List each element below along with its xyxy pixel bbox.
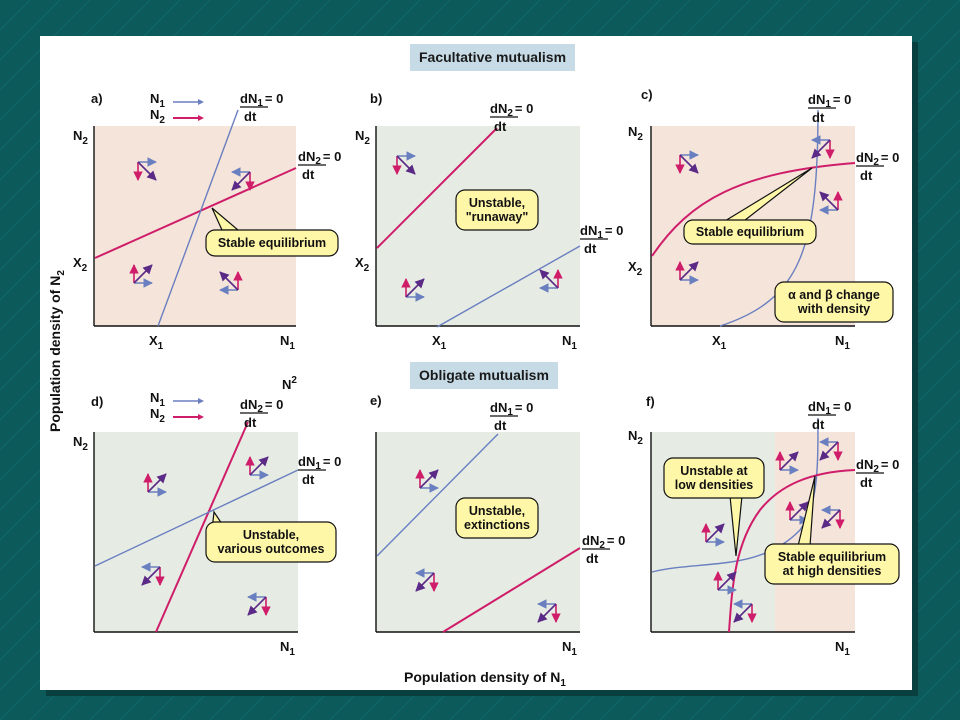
svg-text:Unstable,: Unstable, xyxy=(468,196,526,210)
obligate-mutualism-banner: Obligate mutualism xyxy=(410,362,558,389)
legend-d-n2-arrow-icon xyxy=(198,414,204,420)
panel-e-dn1-label xyxy=(490,400,533,433)
svg-text:dN1= 0: $dN_1 = 0$ xyxy=(298,454,342,472)
svg-text:α and β change: α and β change xyxy=(788,288,880,302)
svg-text:dN2= 0: $dN_2 = 0$ xyxy=(298,149,342,167)
panel-e-callout-extinctions xyxy=(456,498,538,538)
svg-text:with density: with density xyxy=(797,302,871,316)
legend-n1-label: $N_1$ xyxy=(150,91,165,110)
y-axis-title: Population density of $N_2$ xyxy=(47,270,67,432)
panel-c-x2-label: $X_2$ xyxy=(628,259,643,278)
svg-text:dN1= 0: $dN_1 = 0$ xyxy=(490,400,534,418)
svg-text:dN1= 0: $dN_1 = 0$ xyxy=(808,399,852,417)
x-axis-title: Population density of $N_1$ xyxy=(404,669,566,689)
svg-text:dN2= 0: $dN_2 = 0$ xyxy=(856,457,900,475)
svg-text:dN2= 0: $dN_2 = 0$ xyxy=(856,150,900,168)
panel-c-dn2-label xyxy=(856,150,899,183)
svg-text:dt: dt xyxy=(860,168,873,183)
svg-text:Unstable,: Unstable, xyxy=(242,528,300,542)
panel-e-letter: e) xyxy=(370,393,382,408)
panel-a-x-axis-n1: $N_1$ xyxy=(280,333,295,352)
panel-a-dn2-label xyxy=(298,149,341,182)
svg-text:dt: dt xyxy=(244,415,257,430)
panel-c-y-axis-n2: $N_2$ xyxy=(628,124,643,143)
legend-d-n1-arrow-icon xyxy=(198,398,204,404)
legend-n2-arrow-icon xyxy=(198,115,204,121)
svg-text:Stable equilibrium: Stable equilibrium xyxy=(217,236,327,250)
svg-text:Unstable at: Unstable at xyxy=(680,464,748,478)
svg-text:dt: dt xyxy=(860,475,873,490)
svg-text:Stable equilibrium: Stable equilibrium xyxy=(695,225,805,239)
svg-text:dt: dt xyxy=(302,167,315,182)
svg-text:dN2= 0: $dN_2 = 0$ xyxy=(582,533,626,551)
panel-f-y-axis-n2: $N_2$ xyxy=(628,428,643,447)
panel-b-x-axis-n1: $N_1$ xyxy=(562,333,577,352)
panel-c-x-axis-n1: $N_1$ xyxy=(835,333,850,352)
panel-c-note-alpha-beta xyxy=(775,282,893,322)
panel-b-callout-runaway xyxy=(456,190,538,230)
panel-d-dn2-label xyxy=(240,397,283,430)
svg-text:dt: dt xyxy=(494,418,507,433)
legend-n2-label: $N_2$ xyxy=(150,107,165,126)
panel-b-dn1-label xyxy=(580,223,623,256)
svg-text:dN1= 0: $dN_1 = 0$ xyxy=(240,91,284,109)
svg-text:Stable equilibrium: Stable equilibrium xyxy=(777,550,887,564)
panel-a-y-axis-n2: $N_2$ xyxy=(73,128,88,147)
panel-d-dn1-label xyxy=(298,454,341,487)
legend-d-stray-n2-label: $N^2$ xyxy=(282,375,297,392)
panel-f-dn1-label xyxy=(808,399,851,432)
svg-text:dt: dt xyxy=(812,110,825,125)
panel-a-x2-label: $X_2$ xyxy=(73,255,88,274)
legend-d-n1-label: $N_1$ xyxy=(150,390,165,409)
panel-c-x1-label: $X_1$ xyxy=(712,333,727,352)
svg-text:various outcomes: various outcomes xyxy=(217,542,325,556)
svg-text:dN2= 0: $dN_2 = 0$ xyxy=(490,101,534,119)
panel-a-dn1-label xyxy=(240,91,283,124)
panel-b-y-axis-n2: $N_2$ xyxy=(355,128,370,147)
legend-d-n2-label: $N_2$ xyxy=(150,406,165,425)
panel-b-x1-label: $X_1$ xyxy=(432,333,447,352)
svg-text:Unstable,: Unstable, xyxy=(468,504,526,518)
panel-e-x-axis-n1: $N_1$ xyxy=(562,639,577,658)
svg-text:dN1= 0: $dN_1 = 0$ xyxy=(580,223,624,241)
panel-d-x-axis-n1: $N_1$ xyxy=(280,639,295,658)
svg-text:dt: dt xyxy=(586,551,599,566)
svg-text:dt: dt xyxy=(812,417,825,432)
panel-d-y-axis-n2: $N_2$ xyxy=(73,434,88,453)
svg-text:dt: dt xyxy=(302,472,315,487)
panel-c-dn1-label xyxy=(808,92,851,125)
panel-b-x2-label: $X_2$ xyxy=(355,255,370,274)
svg-text:extinctions: extinctions xyxy=(464,518,530,532)
svg-text:dN2= 0: $dN_2 = 0$ xyxy=(240,397,284,415)
svg-text:dN1= 0: $dN_1 = 0$ xyxy=(808,92,852,110)
panel-b-letter: b) xyxy=(370,91,383,106)
panel-c-letter: c) xyxy=(641,87,653,102)
legend-n1-arrow-icon xyxy=(198,99,204,105)
panel-d-letter: d) xyxy=(91,394,104,409)
svg-text:"runaway": "runaway" xyxy=(465,210,529,224)
facultative-mutualism-banner: Facultative mutualism xyxy=(410,44,575,71)
panel-a-x1-label: $X_1$ xyxy=(149,333,164,352)
panel-e-dn2-label xyxy=(582,533,625,566)
panel-f-dn2-label xyxy=(856,457,899,490)
panel-f-x-axis-n1: $N_1$ xyxy=(835,639,850,658)
panel-a-letter: a) xyxy=(91,91,103,106)
svg-text:at high densities: at high densities xyxy=(782,564,882,578)
panel-f-letter: f) xyxy=(646,394,655,409)
svg-text:dt: dt xyxy=(584,241,597,256)
svg-text:dt: dt xyxy=(244,109,257,124)
svg-text:dt: dt xyxy=(494,119,507,134)
svg-text:low densities: low densities xyxy=(674,478,754,492)
